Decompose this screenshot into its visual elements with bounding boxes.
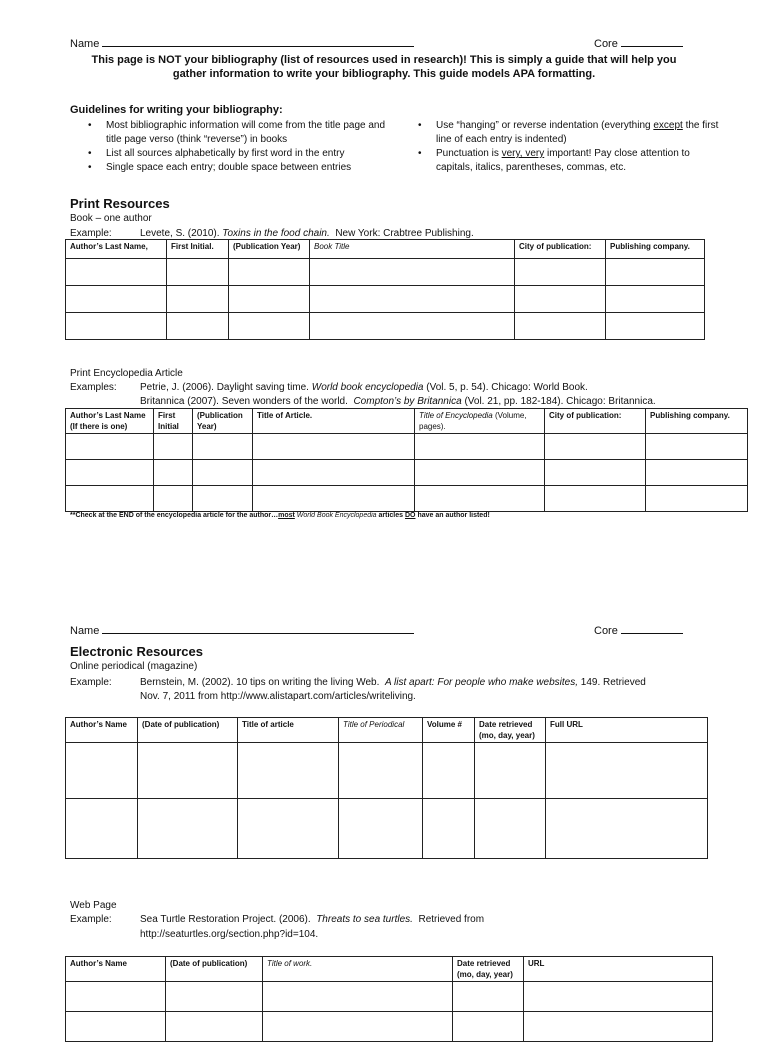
table-cell[interactable]: [193, 434, 253, 460]
column-header: Title of Encyclopedia (Volume, pages).: [415, 409, 545, 434]
name-blank[interactable]: [102, 623, 414, 634]
table-row[interactable]: [66, 743, 708, 799]
table-header-row: [66, 718, 708, 743]
guideline-item: • Use “hanging” or reverse indentation (everything except the first line of each entry is indented): [436, 119, 720, 147]
column-header: First Initial.: [167, 240, 229, 259]
table-cell[interactable]: [66, 286, 167, 313]
table-cell[interactable]: [415, 434, 545, 460]
author-note: **Check at the END of the encyclopedia article for the author…most World Book Encyclopedia articles DO have an author listed!: [70, 512, 490, 519]
table-row[interactable]: [66, 434, 748, 460]
column-header: Author’s Name: [66, 957, 166, 982]
table-cell[interactable]: [263, 982, 453, 1012]
intro-text: [40, 53, 728, 81]
table-cell[interactable]: [66, 486, 154, 512]
book-table: [65, 239, 705, 340]
column-header: First Initial: [154, 409, 193, 434]
core-field-2[interactable]: [594, 623, 683, 638]
table-cell[interactable]: [253, 460, 415, 486]
table-cell[interactable]: [66, 460, 154, 486]
intro-line-2: gather information to write your bibliography. This guide models APA formatting.: [172, 68, 596, 80]
table-cell[interactable]: [166, 982, 263, 1012]
table-cell[interactable]: [229, 286, 310, 313]
table-cell[interactable]: [310, 286, 515, 313]
table-cell[interactable]: [66, 1012, 166, 1042]
column-header: Book Title: [310, 240, 515, 259]
table-cell[interactable]: [66, 259, 167, 286]
table-cell[interactable]: [253, 434, 415, 460]
table-cell[interactable]: [66, 743, 138, 799]
table-cell[interactable]: [339, 799, 423, 859]
encyclopedia-label: Print Encyclopedia Article: [70, 368, 183, 379]
core-blank[interactable]: [621, 623, 683, 634]
table-cell[interactable]: [475, 743, 546, 799]
periodical-table: [65, 717, 708, 859]
encyclopedia-example-2: Britannica (2007). Seven wonders of the world. Compton’s by Britannica (Vol. 21, pp. 182-184). Chicago: Britannica.: [140, 396, 656, 407]
guidelines-right: [400, 119, 720, 175]
column-header: (Publication Year): [229, 240, 310, 259]
table-header-row: [66, 957, 713, 982]
table-row[interactable]: [66, 1012, 713, 1042]
table-cell[interactable]: [193, 486, 253, 512]
table-header-row: [66, 409, 748, 434]
table-cell[interactable]: [606, 313, 705, 340]
table-cell[interactable]: [545, 434, 646, 460]
table-cell[interactable]: [515, 286, 606, 313]
column-header: Date retrieved (mo, day, year): [475, 718, 546, 743]
column-header: City of publication:: [545, 409, 646, 434]
table-cell[interactable]: [524, 982, 713, 1012]
column-header: Volume #: [423, 718, 475, 743]
core-label: Core: [594, 38, 618, 50]
column-header: Title of article: [238, 718, 339, 743]
book-label: Book – one author: [70, 213, 152, 224]
table-cell[interactable]: [415, 460, 545, 486]
guideline-item: • Single space each entry; double space between entries: [106, 161, 400, 175]
table-cell[interactable]: [66, 434, 154, 460]
periodical-example: Bernstein, M. (2002). 10 tips on writing the living Web. A list apart: For people who make websites, 149. Retrieved: [140, 677, 646, 688]
name-field-2[interactable]: [70, 623, 414, 638]
column-header: Date retrieved (mo, day, year): [453, 957, 524, 982]
table-cell[interactable]: [545, 486, 646, 512]
table-row[interactable]: [66, 313, 705, 340]
table-cell[interactable]: [229, 313, 310, 340]
table-cell[interactable]: [238, 743, 339, 799]
table-row[interactable]: [66, 486, 748, 512]
encyclopedia-table: [65, 408, 748, 512]
print-resources-heading: Print Resources: [70, 196, 170, 211]
table-cell[interactable]: [646, 434, 748, 460]
table-cell[interactable]: [66, 799, 138, 859]
name-field[interactable]: [70, 36, 414, 51]
table-cell[interactable]: [515, 259, 606, 286]
table-cell[interactable]: [166, 1012, 263, 1042]
table-cell[interactable]: [66, 313, 167, 340]
table-row[interactable]: [66, 799, 708, 859]
table-cell[interactable]: [167, 286, 229, 313]
table-cell[interactable]: [606, 286, 705, 313]
examples-label: Examples:: [70, 382, 117, 393]
table-cell[interactable]: [646, 460, 748, 486]
column-header: Author’s Name: [66, 718, 138, 743]
table-cell[interactable]: [515, 313, 606, 340]
table-cell[interactable]: [154, 486, 193, 512]
table-cell[interactable]: [423, 799, 475, 859]
table-row[interactable]: [66, 286, 705, 313]
encyclopedia-example-1: Petrie, J. (2006). Daylight saving time. World book encyclopedia (Vol. 5, p. 54). Chicago: World Book.: [140, 382, 588, 393]
table-row[interactable]: [66, 259, 705, 286]
table-cell[interactable]: [339, 743, 423, 799]
table-cell[interactable]: [138, 799, 238, 859]
table-cell[interactable]: [66, 982, 166, 1012]
column-header: Publishing company.: [606, 240, 705, 259]
electronic-resources-heading: Electronic Resources: [70, 644, 203, 659]
web-example: Sea Turtle Restoration Project. (2006). Threats to sea turtles. Retrieved from: [140, 914, 485, 925]
column-header: Full URL: [546, 718, 708, 743]
column-header: City of publication:: [515, 240, 606, 259]
column-header: Title of work.: [263, 957, 453, 982]
core-blank[interactable]: [621, 36, 683, 47]
column-header: Publishing company.: [646, 409, 748, 434]
column-header: Title of Periodical: [339, 718, 423, 743]
table-cell[interactable]: [453, 982, 524, 1012]
name-label: Name: [70, 625, 100, 637]
periodical-example-line-2: Nov. 7, 2011 from http://www.alistapart.com/articles/writeliving.: [140, 691, 416, 702]
column-header: (Date of publication): [138, 718, 238, 743]
table-cell[interactable]: [546, 799, 708, 859]
table-cell[interactable]: [546, 743, 708, 799]
table-cell[interactable]: [154, 434, 193, 460]
core-field[interactable]: [594, 36, 683, 51]
guideline-item: • Most bibliographic information will come from the title page and title page verso (think “reverse”) in books: [106, 119, 400, 147]
table-header-row: [66, 240, 705, 259]
table-cell[interactable]: [229, 259, 310, 286]
table-cell[interactable]: [606, 259, 705, 286]
column-header: (Date of publication): [166, 957, 263, 982]
table-cell[interactable]: [423, 743, 475, 799]
web-page-table: [65, 956, 713, 1042]
table-cell[interactable]: [167, 259, 229, 286]
table-cell[interactable]: [415, 486, 545, 512]
guidelines-heading: Guidelines for writing your bibliography:: [70, 104, 283, 116]
column-header: Author’s Last Name (If there is one): [66, 409, 154, 434]
table-row[interactable]: [66, 460, 748, 486]
table-cell[interactable]: [238, 799, 339, 859]
table-cell[interactable]: [138, 743, 238, 799]
web-example-line-2: http://seaturtles.org/section.php?id=104.: [140, 929, 319, 940]
guideline-item: • List all sources alphabetically by first word in the entry: [106, 147, 400, 161]
name-blank[interactable]: [102, 36, 414, 47]
column-header: Title of Article.: [253, 409, 415, 434]
table-cell[interactable]: [524, 1012, 713, 1042]
table-cell[interactable]: [545, 460, 646, 486]
table-cell[interactable]: [253, 486, 415, 512]
table-cell[interactable]: [310, 259, 515, 286]
column-header: (Publication Year): [193, 409, 253, 434]
table-row[interactable]: [66, 982, 713, 1012]
web-page-label: Web Page: [70, 900, 117, 911]
table-cell[interactable]: [646, 486, 748, 512]
table-cell[interactable]: [453, 1012, 524, 1042]
column-header: URL: [524, 957, 713, 982]
intro-line-1: This page is NOT your bibliography (list of resources used in research)! This is simply a guide that will help you: [91, 54, 677, 66]
example-label: Example:: [70, 914, 112, 925]
table-cell[interactable]: [475, 799, 546, 859]
table-cell[interactable]: [310, 313, 515, 340]
periodical-label: Online periodical (magazine): [70, 661, 198, 672]
guidelines-left: [70, 119, 400, 175]
core-label: Core: [594, 625, 618, 637]
book-example-citation: Levete, S. (2010). Toxins in the food chain. New York: Crabtree Publishing.: [140, 228, 474, 239]
table-cell[interactable]: [154, 460, 193, 486]
column-header: Author’s Last Name,: [66, 240, 167, 259]
example-label: Example:: [70, 677, 112, 688]
table-cell[interactable]: [193, 460, 253, 486]
example-label: Example:: [70, 228, 112, 239]
table-cell[interactable]: [167, 313, 229, 340]
table-cell[interactable]: [263, 1012, 453, 1042]
name-label: Name: [70, 38, 100, 50]
guideline-item: • Punctuation is very, very important! Pay close attention to capitals, italics, parentheses, commas, etc.: [436, 147, 720, 175]
